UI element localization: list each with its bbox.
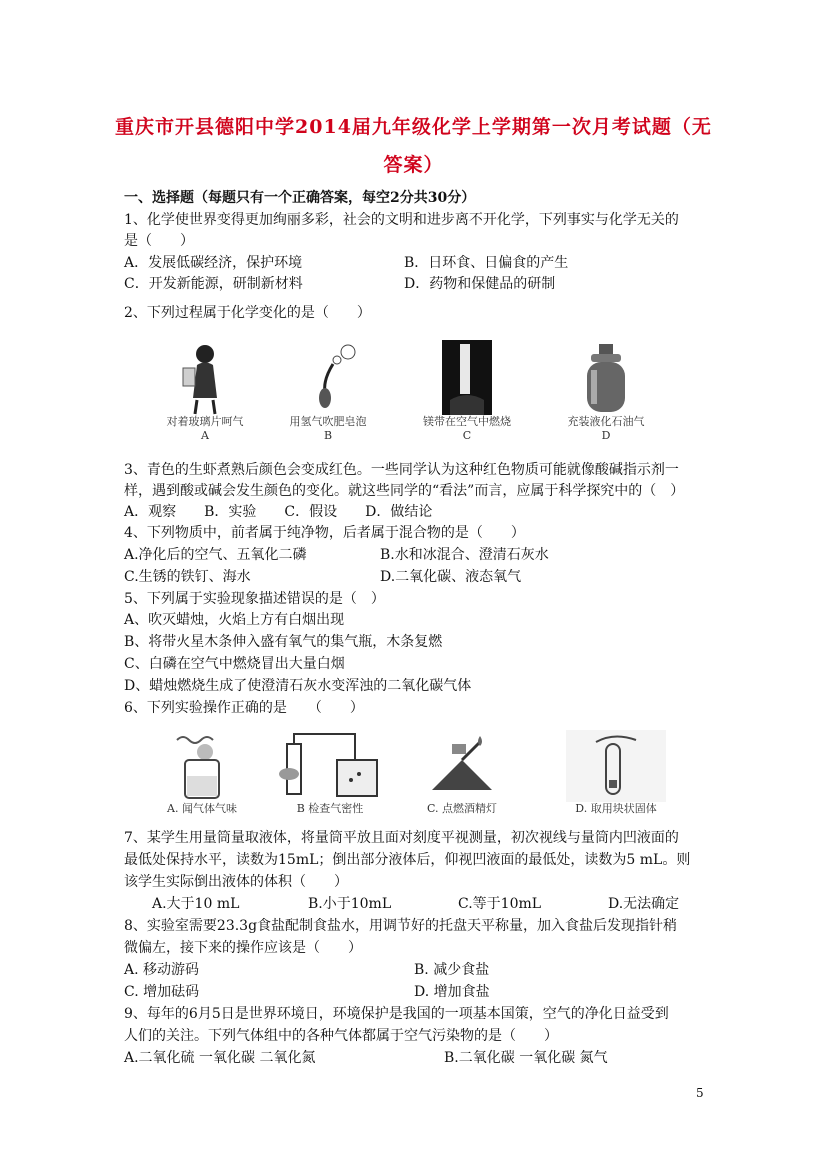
q3-options: A．观察 B．实验 C．假设 D．做结论	[124, 504, 433, 520]
q3-stem-line2: 样，遇到酸或碱会发生颜色的变化。就这些同学的“看法”而言，应属于科学探究中的（ ）	[124, 483, 685, 499]
q6-figure-a	[152, 730, 252, 816]
q2-figure-b	[278, 340, 378, 443]
q5-stem: 5、下列属于实验现象描述错误的是（ ）	[124, 591, 385, 607]
q9-stem-line2: 人们的关注。下列气体组中的各种气体都属于空气污染物的是（ ）	[124, 1028, 558, 1044]
q2-letter-b: B	[323, 429, 333, 442]
q9-option-b: B.二氧化碳 一氧化碳 氮气	[444, 1050, 608, 1066]
gas-cylinder-icon	[581, 340, 631, 415]
q8-stem-line2: 微偏左，接下来的操作应该是（ ）	[124, 940, 362, 956]
q7-stem-line2: 最低处保持水平，读数为15mL；倒出部分液体后，仰视凹液面的最低处，读数为5 mL。则	[124, 852, 691, 868]
alcohol-lamp-icon	[422, 730, 502, 802]
q6-figure-b	[270, 730, 390, 816]
q1-stem-line1: 1、化学使世界变得更加绚丽多彩，社会的文明和进步离不开化学，下列事实与化学无关的	[124, 212, 679, 228]
q7-option-d: D.无法确定	[608, 896, 680, 912]
q8-option-c: C. 增加砝码	[124, 984, 200, 1000]
q2-letter-a: A	[201, 429, 209, 442]
q2-letter-d: D	[601, 429, 611, 442]
q2-figure-c	[412, 340, 522, 443]
q5-option-b: B、将带火星木条伸入盛有氧气的集气瓶，木条复燃	[124, 634, 443, 650]
q2-figure-d	[556, 340, 656, 443]
smell-gas-icon	[157, 730, 247, 802]
q8-option-b: B. 减少食盐	[414, 962, 490, 978]
q2-caption-a: 对着玻璃片呵气	[166, 415, 244, 428]
q5-option-c: C、白磷在空气中燃烧冒出大量白烟	[124, 656, 345, 672]
q4-option-a: A.净化后的空气、五氧化二磷	[124, 547, 307, 563]
q1-option-c: C．开发新能源，研制新材料	[124, 276, 303, 292]
q7-stem-line3: 该学生实际倒出液体的体积（ ）	[124, 874, 348, 890]
q2-caption-c: 镁带在空气中燃烧	[423, 415, 511, 428]
q6-caption-a: A. 闻气体气味	[167, 802, 237, 815]
q1-stem-line2: 是（ ）	[124, 233, 194, 249]
person-breathing-icon	[175, 340, 235, 415]
q9-option-a: A.二氧化硫 一氧化碳 二氧化氮	[124, 1050, 316, 1066]
q6-caption-b: B 检查气密性	[296, 802, 364, 815]
q1-option-b: B．日环食、日偏食的产生	[404, 255, 569, 271]
q7-option-b: B.小于10mL	[308, 896, 392, 912]
q5-option-a: A、吹灭蜡烛，火焰上方有白烟出现	[124, 612, 345, 628]
q6-stem: 6、下列实验操作正确的是 （ ）	[124, 700, 364, 716]
q6-caption-d: D. 取用块状固体	[575, 802, 657, 815]
page-title-line1: 重庆市开县德阳中学2014届九年级化学上学期第一次月考试题（无	[115, 116, 712, 138]
q7-option-a: A.大于10 mL	[152, 896, 240, 912]
section-heading: 一、选择题（每题只有一个正确答案，每空2分共30分）	[124, 190, 476, 206]
q5-option-d: D、蜡烛燃烧生成了使澄清石灰水变浑浊的二氧化碳气体	[124, 678, 472, 694]
q8-stem-line1: 8、实验室需要23.3g食盐配制食盐水，用调节好的托盘天平称量，加入食盐后发现指针稍	[124, 918, 678, 934]
q8-option-d: D. 增加食盐	[414, 984, 490, 1000]
q6-figure-c	[412, 730, 512, 816]
q4-stem: 4、下列物质中，前者属于纯净物，后者属于混合物的是（ ）	[124, 525, 525, 541]
q7-stem-line1: 7、某学生用量筒量取液体，将量筒平放且面对刻度平视测量，初次视线与量筒内凹液面的	[124, 830, 679, 846]
q4-option-b: B.水和冰混合、澄清石灰水	[380, 547, 549, 563]
q4-option-c: C.生锈的铁钉、海水	[124, 569, 251, 585]
airtightness-check-icon	[275, 730, 385, 802]
q2-stem: 2、下列过程属于化学变化的是（ ）	[124, 305, 371, 321]
q2-figure-a	[160, 340, 250, 443]
q2-caption-d: 充装液化石油气	[567, 415, 645, 428]
hydrogen-bubble-icon	[293, 340, 363, 415]
test-tube-solid-icon	[566, 730, 666, 802]
q4-option-d: D.二氧化碳、液态氧气	[380, 569, 522, 585]
q8-option-a: A. 移动游码	[124, 962, 200, 978]
q6-caption-c: C. 点燃酒精灯	[426, 802, 498, 815]
q6-figure-d	[556, 730, 676, 816]
q2-caption-b: 用氢气吹肥皂泡	[289, 415, 367, 428]
q7-option-c: C.等于10mL	[458, 896, 542, 912]
q2-letter-c: C	[462, 429, 472, 442]
q1-option-a: A．发展低碳经济，保护环境	[124, 255, 303, 271]
page-number: 5	[696, 1086, 704, 1100]
page-title-line2: 答案）	[383, 154, 444, 176]
q1-option-d: D．药物和保健品的研制	[404, 276, 556, 292]
q9-stem-line1: 9、每年的6月5日是世界环境日，环境保护是我国的一项基本国策，空气的净化日益受到	[124, 1006, 669, 1022]
magnesium-burning-icon	[442, 340, 492, 415]
q3-stem-line1: 3、青色的生虾煮熟后颜色会变成红色。一些同学认为这种红色物质可能就像酸碱指示剂一	[124, 462, 679, 478]
